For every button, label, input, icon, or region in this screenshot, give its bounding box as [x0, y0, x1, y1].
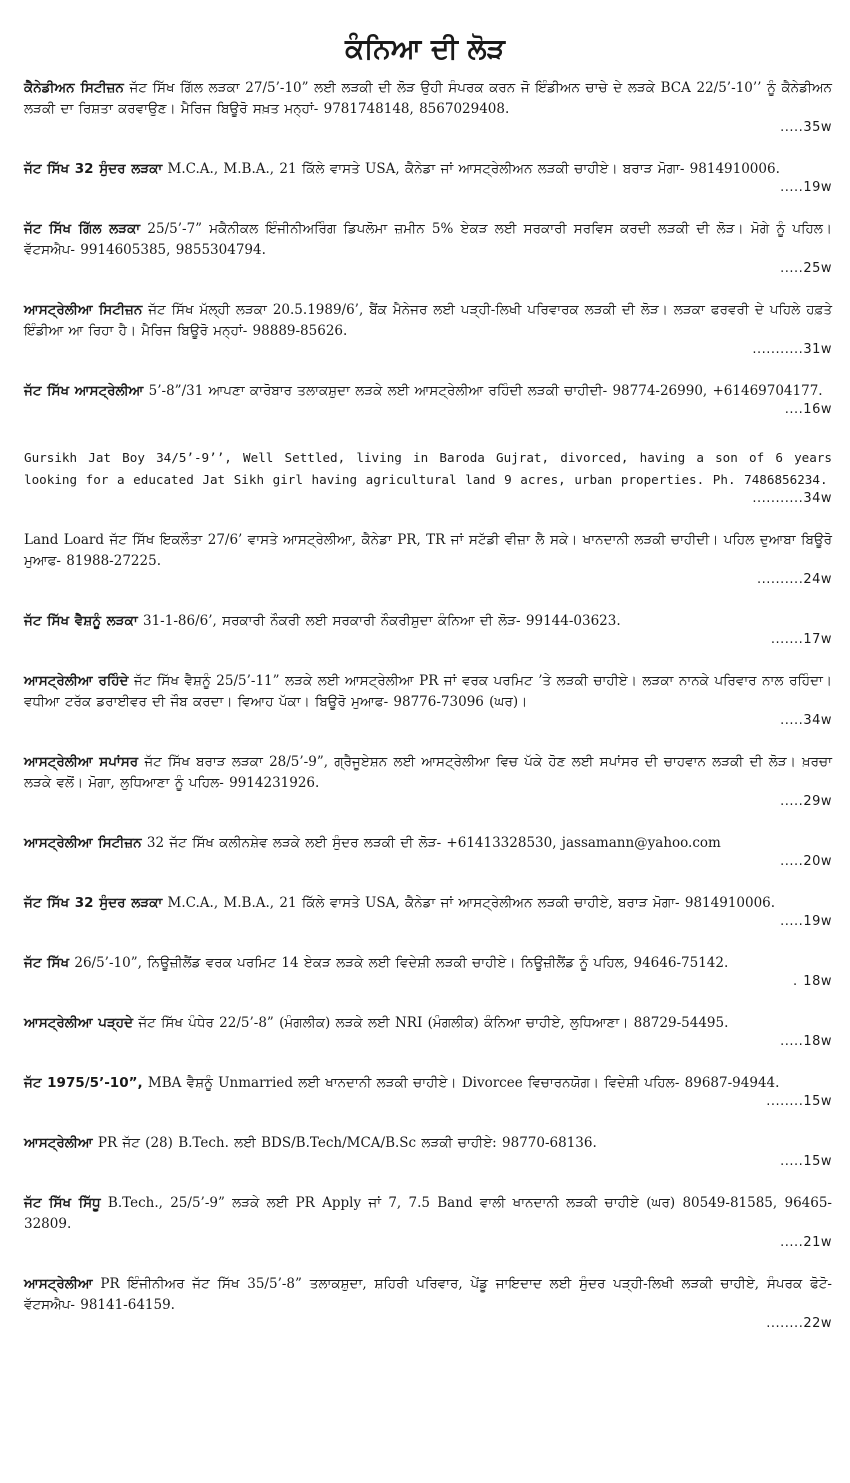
ad-code: ........15w [766, 1094, 832, 1109]
ad-body: M.C.A., M.B.A., 21 ਕਿੱਲੇ ਵਾਸਤੇ USA, ਕੈਨੇਡਾ ਜਾਂ ਆਸਟ੍ਰੇਲੀਅਨ ਲੜਕੀ ਚਾਹੀਏ। ਬਰਾੜ ਮੋਗਾ- 9814910006. [162, 161, 780, 177]
ad-body: PR ਇੰਜੀਨੀਅਰ ਜੱਟ ਸਿੱਖ 35/5’-8” ਤਲਾਕਸ਼ੁਦਾ, ਸ਼ਹਿਰੀ ਪਰਿਵਾਰ, ਪੇਂਡੂ ਜਾਇਦਾਦ ਲਈ ਸੁੰਦਰ ਪੜ੍ਹੀ-ਲਿਖੀ ਲੜਕੀ ਚਾਹੀਏ, ਸੰਪਰਕ ਫੋਟੋ- ਵੱਟਸਐਪ- 98141-64159. [24, 1276, 832, 1313]
classified-ad [24, 159, 832, 197]
ad-text [24, 752, 832, 794]
ad-body: 32 ਜੱਟ ਸਿੱਖ ਕਲੀਨਸ਼ੇਵ ਲੜਕੇ ਲਈ ਸੁੰਦਰ ਲੜਕੀ ਦੀ ਲੋੜ- +61413328530, jassamann@yahoo.com [141, 835, 721, 851]
classified-ad [24, 1073, 832, 1111]
ad-body: M.C.A., M.B.A., 21 ਕਿੱਲੇ ਵਾਸਤੇ USA, ਕੈਨੇਡਾ ਜਾਂ ਆਸਟ੍ਰੇਲੀਅਨ ਲੜਕੀ ਚਾਹੀਏ, ਬਰਾੜ ਮੋਗਾ- 9814910006. [162, 895, 776, 911]
ad-body: 5’-8”/31 ਆਪਣਾ ਕਾਰੋਬਾਰ ਤਲਾਕਸ਼ੁਦਾ ਲੜਕੇ ਲਈ ਆਸਟ੍ਰੇਲੀਆ ਰਹਿੰਦੀ ਲੜਕੀ ਚਾਹੀਦੀ- 98774-26990, +61469704177. [143, 383, 823, 399]
ad-body: ਜੱਟ ਸਿੱਖ ਵੈਸ਼ਨੂੰ 25/5’-11” ਲੜਕੇ ਲਈ ਆਸਟ੍ਰੇਲੀਆ PR ਜਾਂ ਵਰਕ ਪਰਮਿਟ ’ਤੇ ਲੜਕੀ ਚਾਹੀਏ। ਲੜਕਾ ਨਾਨਕੇ ਪਰਿਵਾਰ ਨਾਲ ਰਹਿੰਦਾ। ਵਧੀਆ ਟਰੱਕ ਡਰਾਈਵਰ ਦੀ ਜੌਬ ਕਰਦਾ। ਵਿਆਹ ਪੱਕਾ। ਬਿਊਰੋ ਮੁਆਫ- 98776-73096 (ਘਰ)। [24, 673, 832, 710]
ad-headline: ਜੱਟ ਸਿੱਖ 32 ਸੁੰਦਰ ਲੜਕਾ [24, 895, 163, 911]
ad-code: .....19w [780, 180, 832, 195]
ad-headline: ਆਸਟ੍ਰੇਲੀਆ ਸਿਟੀਜ਼ਨ [24, 302, 143, 318]
ad-text [24, 833, 832, 854]
classified-ad [24, 752, 832, 811]
ad-code: . 18w [793, 974, 832, 989]
ad-text [24, 159, 832, 180]
ad-headline: ਜੱਟ ਸਿੱਖ 32 ਸੁੰਦਰ ਲੜਕਾ [24, 161, 163, 177]
ad-body: Land Loard ਜੱਟ ਸਿੱਖ ਇਕਲੌਤਾ 27/6’ ਵਾਸਤੇ ਆਸਟ੍ਰੇਲੀਆ, ਕੈਨੇਡਾ PR, TR ਜਾਂ ਸਟੱਡੀ ਵੀਜ਼ਾ ਲੈ ਸਕੇ। ਖਾਨਦਾਨੀ ਲੜਕੀ ਚਾਹੀਦੀ। ਪਹਿਲ ਦੁਆਬਾ ਬਿਊਰੋ ਮੁਆਫ- 81988-27225. [24, 532, 832, 569]
classified-ad [24, 833, 832, 871]
ad-text [24, 1073, 832, 1094]
ad-text [24, 1013, 832, 1034]
ad-body: ਜੱਟ ਸਿੱਖ ਬਰਾੜ ਲੜਕਾ 28/5’-9”, ਗ੍ਰੈਜੂਏਸ਼ਨ ਲਈ ਆਸਟ੍ਰੇਲੀਆ ਵਿਚ ਪੱਕੇ ਹੋਣ ਲਈ ਸਪਾਂਸਰ ਦੀ ਚਾਹਵਾਨ ਲੜਕੀ ਦੀ ਲੋੜ। ਖ਼ਰਚਾ ਲੜਕੇ ਵਲੋਂ। ਮੋਗਾ, ਲੁਧਿਆਣਾ ਨੂੰ ਪਹਿਲ- 9914231926. [24, 754, 832, 791]
ad-text [24, 893, 832, 914]
ad-text [24, 1193, 832, 1235]
page-title: ਕੰਨਿਆ ਦੀ ਲੋੜ [345, 32, 505, 65]
ad-body: 25/5’-7” ਮਕੈਨੀਕਲ ਇੰਜੀਨੀਅਰਿੰਗ ਡਿਪਲੋਮਾ ਜ਼ਮੀਨ 5% ਏਕੜ ਲਈ ਸਰਕਾਰੀ ਸਰਵਿਸ ਕਰਦੀ ਲੜਕੀ ਦੀ ਲੋੜ। ਮੋਗੇ ਨੂੰ ਪਹਿਲ। ਵੱਟਸਐਪ- 9914605385, 9855304794. [24, 221, 832, 258]
ad-code: ...........31w [752, 342, 832, 357]
ad-body: PR ਜੱਟ (28) B.Tech. ਲਈ BDS/B.Tech/MCA/B.Sc ਲੜਕੀ ਚਾਹੀਏ: 98770-68136. [92, 1135, 597, 1151]
ad-headline: ਆਸਟ੍ਰੇਲੀਆ [24, 1276, 93, 1292]
ad-code: ...........34w [752, 491, 832, 506]
ad-body: ਜੱਟ ਸਿੱਖ ਪੰਧੇਰ 22/5’-8” (ਮੰਗਲੀਕ) ਲੜਕੇ ਲਈ NRI (ਮੰਗਲੀਕ) ਕੰਨਿਆ ਚਾਹੀਏ, ਲੁਧਿਆਣਾ। 88729-54495. [133, 1015, 729, 1031]
ad-code: .....19w [780, 914, 832, 929]
ad-code: .....35w [780, 120, 832, 135]
classified-ad [24, 530, 832, 589]
ad-headline: ਜੱਟ ਸਿੱਖ ਗਿੱਲ ਲੜਕਾ [24, 221, 141, 237]
ad-body: MBA ਵੈਸ਼ਨੂੰ Unmarried ਲਈ ਖਾਨਦਾਨੀ ਲੜਕੀ ਚਾਹੀਏ। Divorcee ਵਿਚਾਰਨਯੋਗ। ਵਿਦੇਸ਼ੀ ਪਹਿਲ- 89687-94944. [142, 1075, 780, 1091]
ad-text [24, 1133, 832, 1154]
classified-ad [24, 1013, 832, 1051]
ad-code: .....25w [780, 261, 832, 276]
ad-body: Gursikh Jat Boy 34/5’-9’’, Well Settled, living in Baroda Gujrat, divorced, having a son of 6 years looking for a educated Jat Sikh girl having agricultural land 9 acres, urban properties. Ph. 7486856234. [24, 450, 832, 487]
ad-code: .....29w [780, 794, 832, 809]
classified-ad [24, 1274, 832, 1333]
ad-text [24, 78, 832, 120]
ad-headline: ਆਸਟ੍ਰੇਲੀਆ ਪੜ੍ਹਦੇ [24, 1015, 134, 1031]
ad-headline: ਜੱਟ ਸਿੱਖ [24, 955, 70, 971]
ad-headline: ਆਸਟ੍ਰੇਲੀਆ ਸਿਟੀਜ਼ਨ [24, 835, 142, 851]
ad-code: .....18w [780, 1034, 832, 1049]
ad-code: .....15w [780, 1154, 832, 1169]
ad-body: B.Tech., 25/5’-9” ਲੜਕੇ ਲਈ PR Apply ਜਾਂ 7, 7.5 Band ਵਾਲੀ ਖਾਨਦਾਨੀ ਲੜਕੀ ਚਾਹੀਏ (ਘਰ) 80549-81585, 96465-32809. [24, 1195, 832, 1232]
ad-headline: ਜੱਟ ਸਿੱਖ ਸਿੱਧੂ [24, 1195, 101, 1211]
ad-text [24, 530, 832, 572]
ad-headline: ਜੱਟ ਸਿੱਖ ਵੈਸ਼ਨੂੰ ਲੜਕਾ [24, 613, 138, 629]
ad-text [24, 300, 832, 342]
ad-headline: ਆਸਟ੍ਰੇਲੀਆ [24, 1135, 93, 1151]
classified-ad [24, 1133, 832, 1171]
ad-code: ..........24w [757, 572, 832, 587]
classified-ad [24, 78, 832, 137]
classified-ad [24, 1193, 832, 1252]
ad-headline: ਆਸਟ੍ਰੇਲੀਆ ਸਪਾਂਸਰ [24, 754, 139, 770]
ad-text [24, 671, 832, 713]
ad-text [24, 381, 832, 402]
ad-code: .....34w [780, 713, 832, 728]
classified-ad [24, 611, 832, 649]
classified-ad [24, 447, 832, 508]
ad-code: .....21w [780, 1235, 832, 1250]
ad-body: 31-1-86/6’, ਸਰਕਾਰੀ ਨੌਕਰੀ ਲਈ ਸਰਕਾਰੀ ਨੌਕਰੀਸ਼ੁਦਾ ਕੰਨਿਆ ਦੀ ਲੋੜ- 99144-03623. [137, 613, 621, 629]
classified-ad [24, 671, 832, 730]
ad-body: ਜੱਟ ਸਿੱਖ ਗਿੱਲ ਲੜਕਾ 27/5’-10” ਲਈ ਲੜਕੀ ਦੀ ਲੋੜ ਉਹੀ ਸੰਪਰਕ ਕਰਨ ਜੋ ਇੰਡੀਅਨ ਚਾਚੇ ਦੇ ਲੜਕੇ BCA 22/5’-10’’ ਨੂੰ ਕੈਨੇਡੀਅਨ ਲੜਕੀ ਦਾ ਰਿਸ਼ਤਾ ਕਰਵਾਉਣ। ਮੈਰਿਜ ਬਿਊਰੋ ਸਖ਼ਤ ਮਨ੍ਹਾਂ- 9781748148, 8567029408. [24, 80, 832, 117]
classified-ad [24, 300, 832, 359]
ad-text [24, 219, 832, 261]
ads-list [24, 78, 832, 1333]
ad-text [24, 611, 832, 632]
ad-headline: ਜੱਟ ਸਿੱਖ ਆਸਟ੍ਰੇਲੀਆ [24, 383, 144, 399]
ad-text [24, 953, 832, 974]
ad-headline: ਕੈਨੇਡੀਅਨ ਸਿਟੀਜ਼ਨ [24, 80, 124, 96]
ad-text [24, 1274, 832, 1316]
ad-body: 26/5’-10”, ਨਿਊਜ਼ੀਲੈਂਡ ਵਰਕ ਪਰਮਿਟ 14 ਏਕੜ ਲੜਕੇ ਲਈ ਵਿਦੇਸ਼ੀ ਲੜਕੀ ਚਾਹੀਏ। ਨਿਊਜ਼ੀਲੈਂਡ ਨੂੰ ਪਹਿਲ, 94646-75142. [69, 955, 729, 971]
ad-code: .....20w [780, 854, 832, 869]
classified-ad [24, 219, 832, 278]
classified-ad [24, 381, 832, 419]
classified-ad [24, 893, 832, 931]
ad-code: ........22w [766, 1316, 832, 1331]
ad-headline: ਜੱਟ 1975/5’-10”, [24, 1075, 143, 1091]
ad-code: ....16w [784, 402, 832, 417]
classified-ad [24, 953, 832, 991]
ad-body: ਜੱਟ ਸਿੱਖ ਮੱਲ੍ਹੀ ਲੜਕਾ 20.5.1989/6’, ਬੈਂਕ ਮੈਨੇਜਰ ਲਈ ਪੜ੍ਹੀ-ਲਿਖੀ ਪਰਿਵਾਰਕ ਲੜਕੀ ਦੀ ਲੋੜ। ਲੜਕਾ ਫਰਵਰੀ ਦੇ ਪਹਿਲੇ ਹਫ਼ਤੇ ਇੰਡੀਆ ਆ ਰਿਹਾ ਹੈ। ਮੈਰਿਜ ਬਿਊਰੋ ਮਨ੍ਹਾਂ- 98889-85626. [24, 302, 832, 339]
ad-text [24, 447, 832, 491]
ad-code: .......17w [770, 632, 832, 647]
ad-headline: ਆਸਟ੍ਰੇਲੀਆ ਰਹਿੰਦੇ [24, 673, 129, 689]
